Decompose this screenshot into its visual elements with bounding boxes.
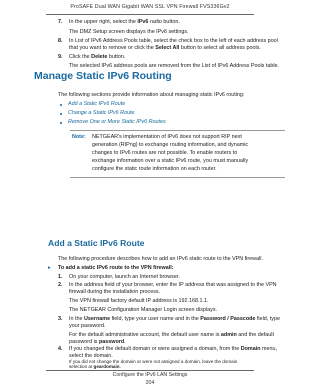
procedure-step-4-line2: select the domain.: [69, 353, 113, 359]
step-9-number: 9.: [58, 54, 63, 60]
note-line: changes to IPv6 routes are not possible. To enable routers to: [92, 150, 238, 156]
note-line: configure the static route information on each router.: [92, 166, 217, 172]
bullet-marker: [60, 122, 62, 124]
footer-chapter: Configure the IPv6 LAN Settings: [112, 372, 188, 378]
step-7-subtext: The DMZ Setup screen displays the IPv6 settings.: [69, 29, 189, 35]
footer-divider: [46, 370, 254, 371]
note-bottom-divider: [70, 177, 285, 178]
link-add-static-route[interactable]: Add a Static IPv6 Route: [68, 101, 126, 107]
step-9-text: Click the Delete button.: [69, 54, 126, 60]
header-title: ProSAFE Dual WAN Gigabit WAN SSL VPN Firewall FVS336Gv2: [70, 4, 230, 10]
note-top-divider: [70, 130, 285, 131]
subsection-heading: Add a Static IPv6 Route: [48, 238, 145, 248]
procedure-step-2-para1: The VPN firewall factory default IP address is 192.168.1.1.: [69, 298, 209, 304]
note-label: Note:: [72, 134, 86, 140]
note-line: generation (RIPng) to exchange routing information, and dynamic: [92, 142, 249, 148]
procedure-step-4-number: 4.: [58, 346, 63, 352]
step-8-line2: that you want to remove or click the Select All button to select all address pools.: [69, 45, 261, 51]
footer-page-number: 204: [145, 380, 155, 386]
procedure-step-3-line2: your password.: [69, 323, 106, 329]
procedure-step-3-number: 3.: [58, 316, 63, 322]
procedure-title: To add a static IPv6 route to the VPN firewall:: [58, 265, 174, 271]
procedure-step-4-line1: If you changed the default domain or were assigned a domain, from the Domain menu,: [69, 346, 277, 352]
note-line: exchange information over a static IPv6 route, you must manually: [92, 158, 249, 164]
note-line: NETGEAR's implementation of IPv6 does not support RIP next: [92, 134, 242, 140]
header-divider: [46, 14, 254, 15]
procedure-step-2-para2: The NETGEAR Configuration Manager Login screen displays.: [69, 307, 218, 313]
link-change-static-route[interactable]: Change a Static IPv6 Route: [68, 110, 135, 116]
section-intro: The following sections provide information about managing static IPv6 routing:: [58, 92, 245, 98]
procedure-step-3-line1: In the Username field, type your user name and in the Password / Passcode field, type: [69, 316, 280, 322]
bullet-marker: [60, 113, 62, 115]
procedure-step-2-line1: In the address field of your browser, enter the IP address that was assigned to the VPN: [69, 282, 277, 288]
procedure-step-1-number: 1.: [58, 274, 63, 280]
procedure-step-3-para1: For the default administrative account, the default user name is admin and the default: [69, 332, 274, 338]
procedure-step-4-para2: selection at geardomain.: [69, 364, 121, 369]
step-8-line1: In List of IPv6 Address Pools table, select the check box to the left of each address pool: [69, 38, 278, 44]
subsection-intro: The following procedure describes how to add an IPv6 static route to the VPN firewall.: [58, 256, 263, 262]
step-8-number: 8.: [58, 38, 63, 44]
step-9-subtext: The selected IPv6 address pools are removed from the List of IPv6 Address Pools table.: [69, 63, 280, 69]
procedure-arrow-icon: ▸: [48, 265, 51, 271]
procedure-step-2-number: 2.: [58, 282, 63, 288]
link-remove-static-routes[interactable]: Remove One or More Static IPv6 Routes: [68, 119, 166, 125]
procedure-step-4-para1: If you did not change the domain or were not assigned a domain, leave the domain: [69, 359, 238, 364]
step-7-number: 7.: [58, 19, 63, 25]
procedure-step-3-para2: password is password.: [69, 339, 126, 345]
section-heading: Manage Static IPv6 Routing: [34, 70, 172, 82]
procedure-step-2-line2: firewall during the installation process.: [69, 289, 161, 295]
procedure-step-1-text: On your computer, launch an Internet browser.: [69, 274, 180, 280]
bullet-marker: [60, 104, 62, 106]
step-7-text: In the upper right, select the IPv6 radio button.: [69, 19, 180, 25]
